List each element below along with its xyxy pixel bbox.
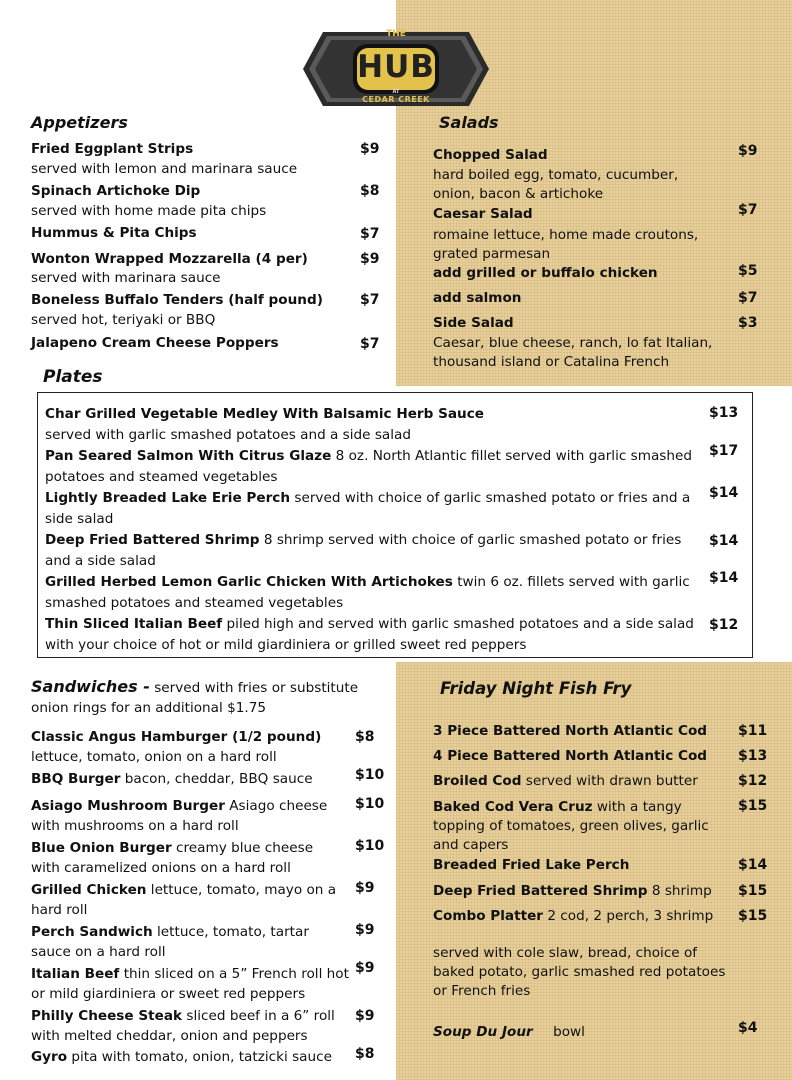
sandwich-name: Philly Cheese Steak bbox=[31, 1008, 183, 1024]
sandwich-desc: thin sliced on a 5” French roll hot or mild giardiniera or sweet red peppers bbox=[31, 966, 349, 1002]
sandwich-desc: creamy blue cheese with caramelized onions on a hard roll bbox=[31, 840, 314, 876]
plate-price: $13 bbox=[709, 405, 739, 421]
salad-desc: Caesar, blue cheese, ranch, lo fat Italian, thousand island or Catalina French bbox=[433, 335, 713, 370]
fish-name: Combo Platter bbox=[433, 908, 543, 924]
sandwich-name: Classic Angus Hamburger (1/2 pound) bbox=[31, 729, 322, 745]
plate-name: Pan Seared Salmon With Citrus Glaze bbox=[45, 448, 332, 464]
soup-price: $4 bbox=[738, 1020, 758, 1036]
appetizer-desc: served with marinara sauce bbox=[31, 270, 221, 286]
appetizer-desc: served with home made pita chips bbox=[31, 203, 267, 219]
salad-price: $7 bbox=[738, 202, 758, 218]
fish-desc: served with drawn butter bbox=[525, 773, 698, 789]
appetizer-price: $7 bbox=[360, 336, 380, 352]
fish-name: 4 Piece Battered North Atlantic Cod bbox=[433, 748, 708, 764]
sandwich-desc: pita with tomato, onion, tatzicki sauce bbox=[71, 1049, 332, 1065]
appetizer-desc: served hot, teriyaki or BBQ bbox=[31, 312, 216, 328]
sandwich-price: $8 bbox=[355, 729, 375, 745]
plate-item bbox=[45, 572, 695, 614]
sandwich-desc: bacon, cheddar, BBQ sauce bbox=[124, 771, 313, 787]
plates-box bbox=[37, 392, 753, 658]
fish-served-with: served with cole slaw, bread, choice of baked potato, garlic smashed red potatoes or French fries bbox=[433, 945, 726, 999]
logo-at: AT bbox=[392, 89, 400, 95]
fish-name: Baked Cod Vera Cruz bbox=[433, 799, 593, 815]
plate-item bbox=[45, 614, 695, 656]
plate-desc: 8 shrimp served with choice of garlic smashed potato or fries and a side salad bbox=[45, 532, 682, 569]
plate-price: $14 bbox=[709, 485, 739, 501]
sandwich-item bbox=[31, 964, 356, 1004]
sandwich-desc: lettuce, tomato, tartar sauce on a hard roll bbox=[31, 924, 309, 960]
fish-name: Broiled Cod bbox=[433, 773, 522, 789]
salad-name: Caesar Salad bbox=[433, 206, 533, 222]
sandwich-price: $9 bbox=[355, 922, 375, 938]
logo-location: CEDAR CREEK bbox=[362, 95, 430, 104]
sandwich-desc: lettuce, tomato, onion on a hard roll bbox=[31, 749, 277, 765]
salad-name: add salmon bbox=[433, 290, 522, 306]
appetizer-name: Jalapeno Cream Cheese Poppers bbox=[31, 335, 279, 351]
plate-price: $14 bbox=[709, 570, 739, 586]
soup-name: Soup Du Jour bbox=[433, 1024, 533, 1040]
plate-name: Thin Sliced Italian Beef bbox=[45, 616, 223, 632]
fish-desc: with a tangy topping of tomatoes, green olives, garlic and capers bbox=[433, 799, 709, 853]
plate-desc: served with garlic smashed potatoes and a side salad bbox=[45, 427, 412, 443]
plate-price: $14 bbox=[709, 533, 739, 549]
plate-item bbox=[45, 446, 695, 488]
sandwiches-heading: Sandwiches - bbox=[31, 677, 150, 696]
salad-desc: hard boiled egg, tomato, cucumber, onion, bacon & artichoke bbox=[433, 167, 679, 202]
plate-item bbox=[45, 404, 695, 446]
plate-name: Grilled Herbed Lemon Garlic Chicken With Artichokes bbox=[45, 574, 453, 590]
plate-name: Lightly Breaded Lake Erie Perch bbox=[45, 490, 291, 506]
sandwich-desc: Asiago cheese with mushrooms on a hard roll bbox=[31, 798, 328, 834]
plates-heading: Plates bbox=[43, 367, 103, 387]
plate-name: Deep Fried Battered Shrimp bbox=[45, 532, 260, 548]
appetizer-name: Wonton Wrapped Mozzarella (4 per) bbox=[31, 251, 308, 267]
soup-item bbox=[433, 1024, 585, 1040]
sandwich-price: $9 bbox=[355, 880, 375, 896]
plate-name: Char Grilled Vegetable Medley With Balsamic Herb Sauce bbox=[45, 406, 485, 422]
plate-desc: 8 oz. North Atlantic fillet served with garlic smashed potatoes and steamed vegetables bbox=[45, 448, 692, 485]
sandwich-desc: lettuce, tomato, mayo on a hard roll bbox=[31, 882, 337, 918]
fish-name: Breaded Fried Lake Perch bbox=[433, 857, 630, 873]
soup-desc: bowl bbox=[553, 1024, 585, 1040]
appetizers-heading: Appetizers bbox=[31, 113, 128, 132]
sandwich-desc: sliced beef in a 6” roll with melted cheddar, onion and peppers bbox=[31, 1008, 335, 1044]
appetizer-price: $7 bbox=[360, 292, 380, 308]
salad-price: $9 bbox=[738, 143, 758, 159]
sandwiches-note: served with fries or substitute onion rings for an additional $1.75 bbox=[31, 680, 359, 716]
fish-fry-heading: Friday Night Fish Fry bbox=[440, 679, 632, 698]
sandwich-name: Grilled Chicken bbox=[31, 882, 147, 898]
plate-item bbox=[45, 488, 695, 530]
sandwiches-header bbox=[31, 677, 381, 718]
salad-price: $5 bbox=[738, 263, 758, 279]
appetizer-name: Spinach Artichoke Dip bbox=[31, 183, 201, 199]
sandwich-price: $8 bbox=[355, 1046, 375, 1062]
plate-item bbox=[45, 530, 695, 572]
appetizer-price: $9 bbox=[360, 251, 380, 267]
sandwich-item bbox=[31, 838, 341, 878]
appetizer-price: $9 bbox=[360, 141, 380, 157]
sandwich-item bbox=[31, 1006, 356, 1046]
fish-item bbox=[433, 882, 712, 901]
plate-desc: piled high and served with garlic smashed potatoes and a side salad with your choice of hot or mild giardiniera or grilled sweet red peppers bbox=[45, 616, 694, 653]
sandwich-name: Blue Onion Burger bbox=[31, 840, 172, 856]
salad-price: $3 bbox=[738, 315, 758, 331]
appetizer-desc: served with lemon and marinara sauce bbox=[31, 161, 298, 177]
plate-price: $12 bbox=[709, 617, 739, 633]
fish-item bbox=[433, 798, 713, 855]
fish-price: $15 bbox=[738, 883, 768, 899]
fish-price: $12 bbox=[738, 773, 768, 789]
fish-item bbox=[433, 772, 698, 791]
sandwich-price: $9 bbox=[355, 960, 375, 976]
logo-the: THE bbox=[386, 29, 406, 39]
sandwich-name: Perch Sandwich bbox=[31, 924, 153, 940]
logo-name: HUB bbox=[357, 49, 435, 85]
sandwich-price: $10 bbox=[355, 838, 385, 854]
salad-name: add grilled or buffalo chicken bbox=[433, 265, 658, 281]
plate-desc: twin 6 oz. fillets served with garlic smashed potatoes and steamed vegetables bbox=[45, 574, 690, 611]
sandwich-item bbox=[31, 1048, 361, 1067]
plate-price: $17 bbox=[709, 443, 739, 459]
sandwich-price: $10 bbox=[355, 767, 385, 783]
fish-price: $13 bbox=[738, 748, 768, 764]
salad-name: Chopped Salad bbox=[433, 147, 548, 163]
sandwich-item bbox=[31, 880, 341, 920]
salad-desc: romaine lettuce, home made croutons, grated parmesan bbox=[433, 227, 699, 262]
sandwich-item bbox=[31, 922, 341, 962]
salads-heading: Salads bbox=[439, 113, 499, 132]
appetizer-price: $7 bbox=[360, 226, 380, 242]
fish-desc: 8 shrimp bbox=[651, 883, 712, 899]
fish-price: $14 bbox=[738, 857, 768, 873]
salad-price: $7 bbox=[738, 290, 758, 306]
appetizer-price: $8 bbox=[360, 183, 380, 199]
sandwich-price: $9 bbox=[355, 1008, 375, 1024]
appetizer-name: Fried Eggplant Strips bbox=[31, 141, 194, 157]
fish-name: Deep Fried Battered Shrimp bbox=[433, 883, 648, 899]
hub-logo bbox=[303, 22, 489, 116]
sandwich-item bbox=[31, 796, 341, 836]
fish-desc: 2 cod, 2 perch, 3 shrimp bbox=[547, 908, 714, 924]
salad-name: Side Salad bbox=[433, 315, 514, 331]
fish-item bbox=[433, 907, 713, 926]
sandwich-item bbox=[31, 770, 361, 789]
sandwich-name: BBQ Burger bbox=[31, 771, 121, 787]
appetizer-name: Boneless Buffalo Tenders (half pound) bbox=[31, 292, 323, 308]
sandwich-name: Italian Beef bbox=[31, 966, 120, 982]
fish-price: $15 bbox=[738, 798, 768, 814]
sandwich-name: Asiago Mushroom Burger bbox=[31, 798, 225, 814]
fish-price: $11 bbox=[738, 723, 768, 739]
appetizer-name: Hummus & Pita Chips bbox=[31, 225, 197, 241]
plate-desc: served with choice of garlic smashed potato or fries and a side salad bbox=[45, 490, 691, 527]
sandwich-name: Gyro bbox=[31, 1049, 68, 1065]
fish-name: 3 Piece Battered North Atlantic Cod bbox=[433, 723, 708, 739]
fish-price: $15 bbox=[738, 908, 768, 924]
sandwich-price: $10 bbox=[355, 796, 385, 812]
